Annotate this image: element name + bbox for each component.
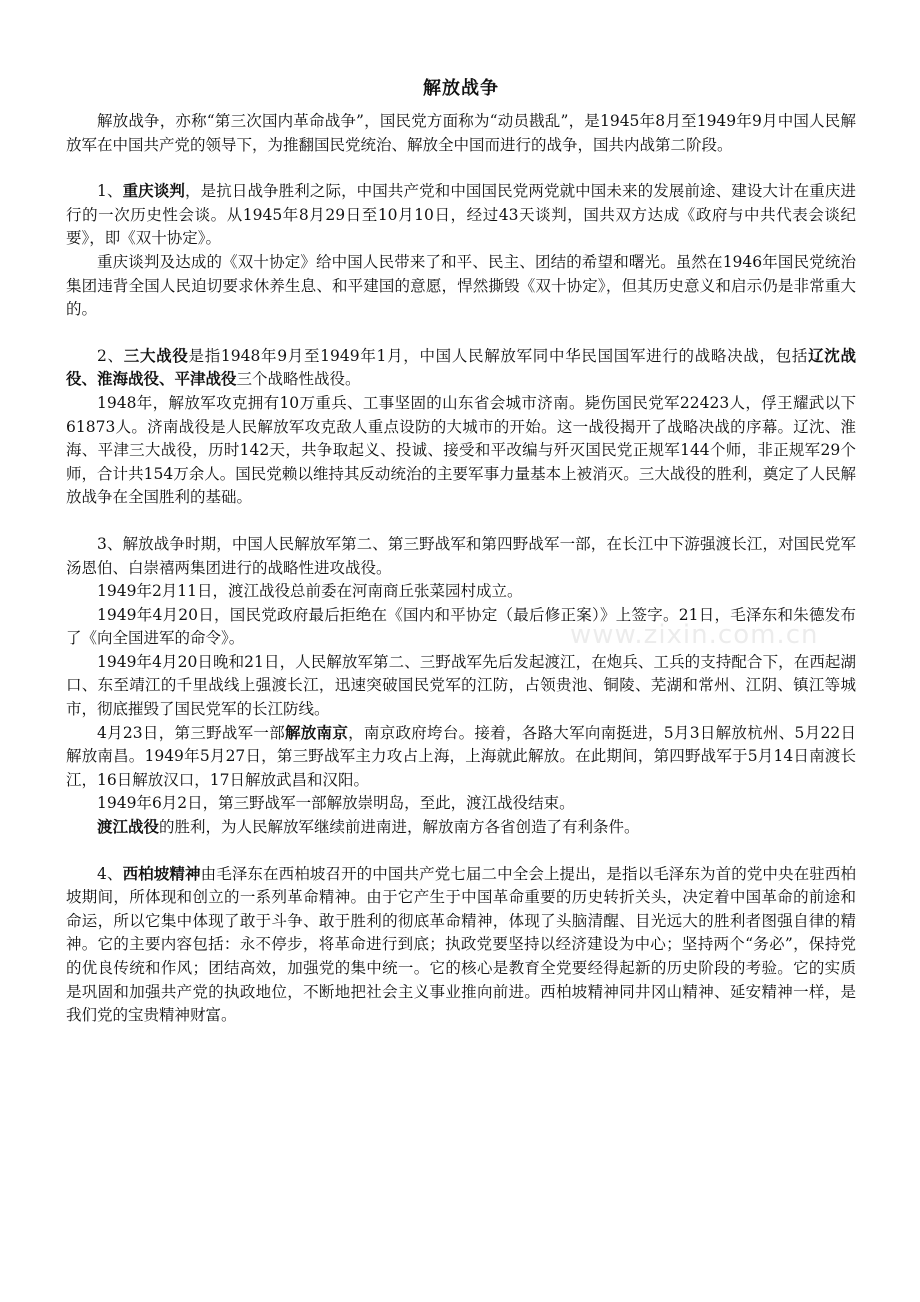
section-1-term: 重庆谈判 xyxy=(122,182,186,201)
document-page xyxy=(66,74,856,1028)
section-2-text-end: 三个战略性战役。 xyxy=(236,370,361,389)
section-gap xyxy=(66,840,856,863)
section-3-paragraph-2: 1949年2月11日，渡江战役总前委在河南商丘张菜园村成立。 xyxy=(97,582,523,601)
section-4-paragraph-1 xyxy=(66,863,856,1028)
section-2-paragraph-2: 1948年，解放军攻克拥有10万重兵、工事坚固的山东省会城市济南。毙伤国民党军22423人，俘王耀武以下61873人。济南战役是人民解放军攻克敌人重点设防的大城市的开始。这一战役揭开了战略决战的序幕。辽沈、淮海、平津三大战役，历时142天，共争取起义、投诚、接受和平改编与歼灭国民党正规军144个师，非正规军29个师，合计共154万余人。国民党赖以维持其反动统治的主要军事力量基本上被消灭。三大战役的胜利，奠定了人民解放战争在全国胜利的基础。 xyxy=(66,393,856,507)
section-3-paragraph-4: 1949年4月20日晚和21日，人民解放军第二、三野战军先后发起渡江，在炮兵、工兵的支持配合下，在西起湖口、东至靖江的千里战线上强渡长江，迅速突破国民党军的江防，占领贵池、铜陵、芜湖和常州、江阴、镇江等城市，彻底摧毁了国民党军的长江防线。 xyxy=(66,652,856,719)
section-gap xyxy=(66,157,856,180)
section-1-paragraph-2: 重庆谈判及达成的《双十协定》给中国人民带来了和平、民主、团结的希望和曙光。虽然在1946年国民党统治集团违背全国人民迫切要求休养生息、和平建国的意愿，悍然撕毁《双十协定》，但其历史意义和启示仍是非常重大的。 xyxy=(66,252,856,319)
watermark: www.zixin.com.cn xyxy=(570,620,819,650)
section-3-text-rest: ，南京政府垮台。接着，各路大军向南挺进，5月3日解放杭州、5月22日解放南昌。1949年5月27日，第三野战军主力攻占上海，上海就此解放。在此期间，第四野战军于5月14日南渡长江，16日解放汉口，17日解放武昌和汉阳。 xyxy=(66,723,856,789)
page-title: 解放战争 xyxy=(423,78,499,99)
section-3-term-crossing: 渡江战役 xyxy=(97,818,160,837)
section-2-number: 2、 xyxy=(97,346,124,365)
section-2-term: 三大战役 xyxy=(123,346,189,365)
section-1-number: 1、 xyxy=(97,182,123,201)
section-3-text: 4月23日，第三野战军一部 xyxy=(97,723,285,742)
section-3-paragraph-6: 1949年6月2日，第三野战军一部解放崇明岛，至此，渡江战役结束。 xyxy=(97,794,575,813)
section-3-paragraph-3: 1949年4月20日，国民党政府最后拒绝在《国内和平协定（最后修正案）》上签字。21日，毛泽东和朱德发布了《向全国进军的命令》。 xyxy=(66,605,856,648)
section-2-battles: 辽沈战役、淮海战役、平津战役 xyxy=(66,346,856,389)
section-2-paragraph-1 xyxy=(66,345,856,392)
section-3-paragraph-5 xyxy=(66,722,856,793)
section-4-text: 由毛泽东在西柏坡召开的中国共产党七届二中全会上提出，是指以毛泽东为首的党中央在驻西柏坡期间，所体现和创立的一系列革命精神。由于它产生于中国革命重要的历史转折关头，决定着中国革命的前途和命运，所以它集中体现了敢于斗争、敢于胜利的彻底革命精神，体现了头脑清醒、目光远大的胜利者图强自律的精神。它的主要内容包括：永不停步，将革命进行到底；执政党要坚持以经济建设为中心；坚持两个“务必”，保持党的优良传统和作风；团结高效，加强党的集中统一。它的核心是教育全党要经得起新的历史阶段的考验。它的实质是巩固和加强共产党的执政地位，不断地把社会主义事业推向前进。西柏坡精神同井冈山精神、延安精神一样，是我们党的宝贵精神财富。 xyxy=(66,864,856,1025)
intro-paragraph: 解放战争，亦称“第三次国内革命战争”，国民党方面称为“动员戡乱”，是1945年8月至1949年9月中国人民解放军在中国共产党的领导下，为推翻国民党统治、解放全中国而进行的战争，国共内战第二阶段。 xyxy=(66,112,856,154)
section-1-paragraph-1 xyxy=(66,180,856,251)
section-2-text: 是指1948年9月至1949年1月，中国人民解放军同中华民国国军进行的战略决战，包括 xyxy=(188,346,809,365)
section-4-number: 4、 xyxy=(97,864,123,883)
section-4-term: 西柏坡精神 xyxy=(122,864,201,883)
section-3-paragraph-1: 3、解放战争时期，中国人民解放军第二、第三野战军和第四野战军一部，在长江中下游强渡长江，对国民党军汤恩伯、白崇禧两集团进行的战略性进攻战役。 xyxy=(66,534,856,577)
section-3-paragraph-7 xyxy=(66,816,856,840)
section-1-text: ，是抗日战争胜利之际，中国共产党和中国国民党两党就中国未来的发展前途、建设大计在重庆进行的一次历史性会谈。从1945年8月29日至10月10日，经过43天谈判，国共双方达成《政府与中共代表会谈纪要》，即《双十协定》。 xyxy=(66,182,856,248)
section-3-term-nanjing: 解放南京 xyxy=(284,723,349,742)
section-gap xyxy=(66,322,856,345)
section-3-text-final: 的胜利，为人民解放军继续前进南进，解放南方各省创造了有利条件。 xyxy=(159,818,640,837)
section-gap xyxy=(66,510,856,533)
